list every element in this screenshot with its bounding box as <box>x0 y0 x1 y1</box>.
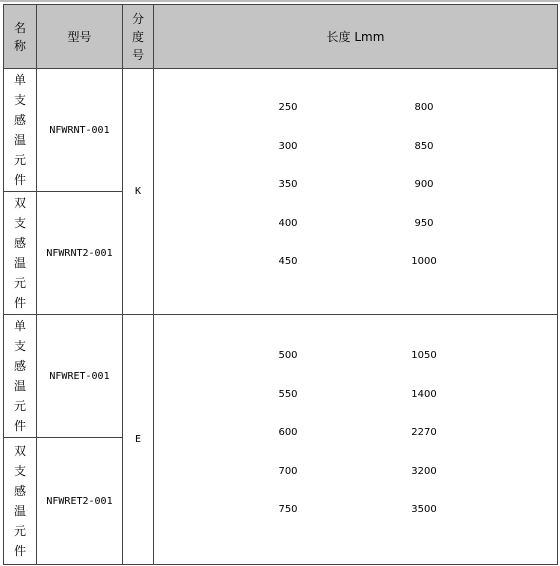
header-name-text <box>4 19 36 55</box>
vertical-char: 单 <box>13 73 26 87</box>
vertical-char: 元 <box>13 153 26 167</box>
vertical-char: 温 <box>13 379 26 393</box>
vertical-char: 双 <box>13 196 26 210</box>
division-code-cell: E <box>123 315 154 565</box>
length-value-right: 3500 <box>411 504 437 515</box>
length-value-right: 900 <box>414 179 434 190</box>
vertical-char: 支 <box>13 464 26 478</box>
element-name-cell <box>4 315 37 438</box>
vertical-char: 感 <box>13 484 26 498</box>
length-value-left: 500 <box>278 350 298 361</box>
element-name <box>4 316 36 436</box>
length-value-right: 1400 <box>411 388 437 400</box>
length-value-left: 600 <box>278 427 298 438</box>
header-division <box>123 5 154 69</box>
vertical-char: 双 <box>13 444 26 458</box>
length-value-right: 800 <box>414 102 434 113</box>
header-length: 长度 Lmm <box>154 5 558 69</box>
top-divider <box>0 0 560 2</box>
vertical-char: 温 <box>13 256 26 270</box>
vertical-char: 度 <box>131 29 144 44</box>
length-value-left: 350 <box>278 179 298 190</box>
length-value-left: 450 <box>278 256 298 267</box>
table-row <box>4 69 558 192</box>
length-value-left: 300 <box>278 140 298 152</box>
vertical-char: 单 <box>13 319 26 333</box>
vertical-char: 件 <box>13 544 26 558</box>
length-value-right: 2270 <box>411 427 437 438</box>
length-values <box>154 315 557 564</box>
model-cell: NFWRNT2-001 <box>37 192 123 315</box>
vertical-char: 元 <box>13 276 26 290</box>
header-name <box>4 5 37 69</box>
division-code-cell: K <box>123 69 154 315</box>
length-values-cell <box>154 315 558 565</box>
element-name-cell <box>4 69 37 192</box>
vertical-char: 元 <box>13 399 26 413</box>
model-cell: NFWRET-001 <box>37 315 123 438</box>
vertical-char: 件 <box>13 296 26 310</box>
element-name <box>4 70 36 190</box>
element-name-cell <box>4 192 37 315</box>
element-name-cell <box>4 438 37 565</box>
element-name <box>4 193 36 313</box>
vertical-char: 感 <box>13 113 26 127</box>
vertical-char: 号 <box>131 47 144 62</box>
vertical-char: 温 <box>13 504 26 518</box>
vertical-char: 支 <box>13 93 26 107</box>
vertical-char: 感 <box>13 236 26 250</box>
length-values-cell <box>154 69 558 315</box>
vertical-char: 名 <box>13 20 26 35</box>
vertical-char: 感 <box>13 359 26 373</box>
header-model: 型号 <box>37 5 123 69</box>
length-value-left: 750 <box>278 504 298 515</box>
length-value-right: 1000 <box>411 256 437 267</box>
vertical-char: 分 <box>131 11 144 26</box>
length-value-right: 950 <box>414 217 434 229</box>
vertical-char: 件 <box>13 419 26 433</box>
model-cell: NFWRNT-001 <box>37 69 123 192</box>
vertical-char: 温 <box>13 133 26 147</box>
header-row <box>4 5 558 69</box>
length-values <box>154 69 557 314</box>
length-value-right: 3200 <box>411 465 437 477</box>
vertical-char: 称 <box>13 38 26 53</box>
element-name <box>4 441 36 561</box>
table-row <box>4 315 558 438</box>
header-division-text <box>123 10 153 64</box>
model-cell: NFWRET2-001 <box>37 438 123 565</box>
length-value-left: 700 <box>278 465 298 477</box>
length-value-left: 250 <box>278 102 298 113</box>
length-value-left: 550 <box>278 388 298 400</box>
length-value-right: 850 <box>414 140 434 152</box>
spec-table <box>3 4 558 565</box>
length-value-left: 400 <box>278 217 298 229</box>
vertical-char: 件 <box>13 173 26 187</box>
vertical-char: 支 <box>13 339 26 353</box>
vertical-char: 支 <box>13 216 26 230</box>
length-value-right: 1050 <box>411 350 437 361</box>
vertical-char: 元 <box>13 524 26 538</box>
